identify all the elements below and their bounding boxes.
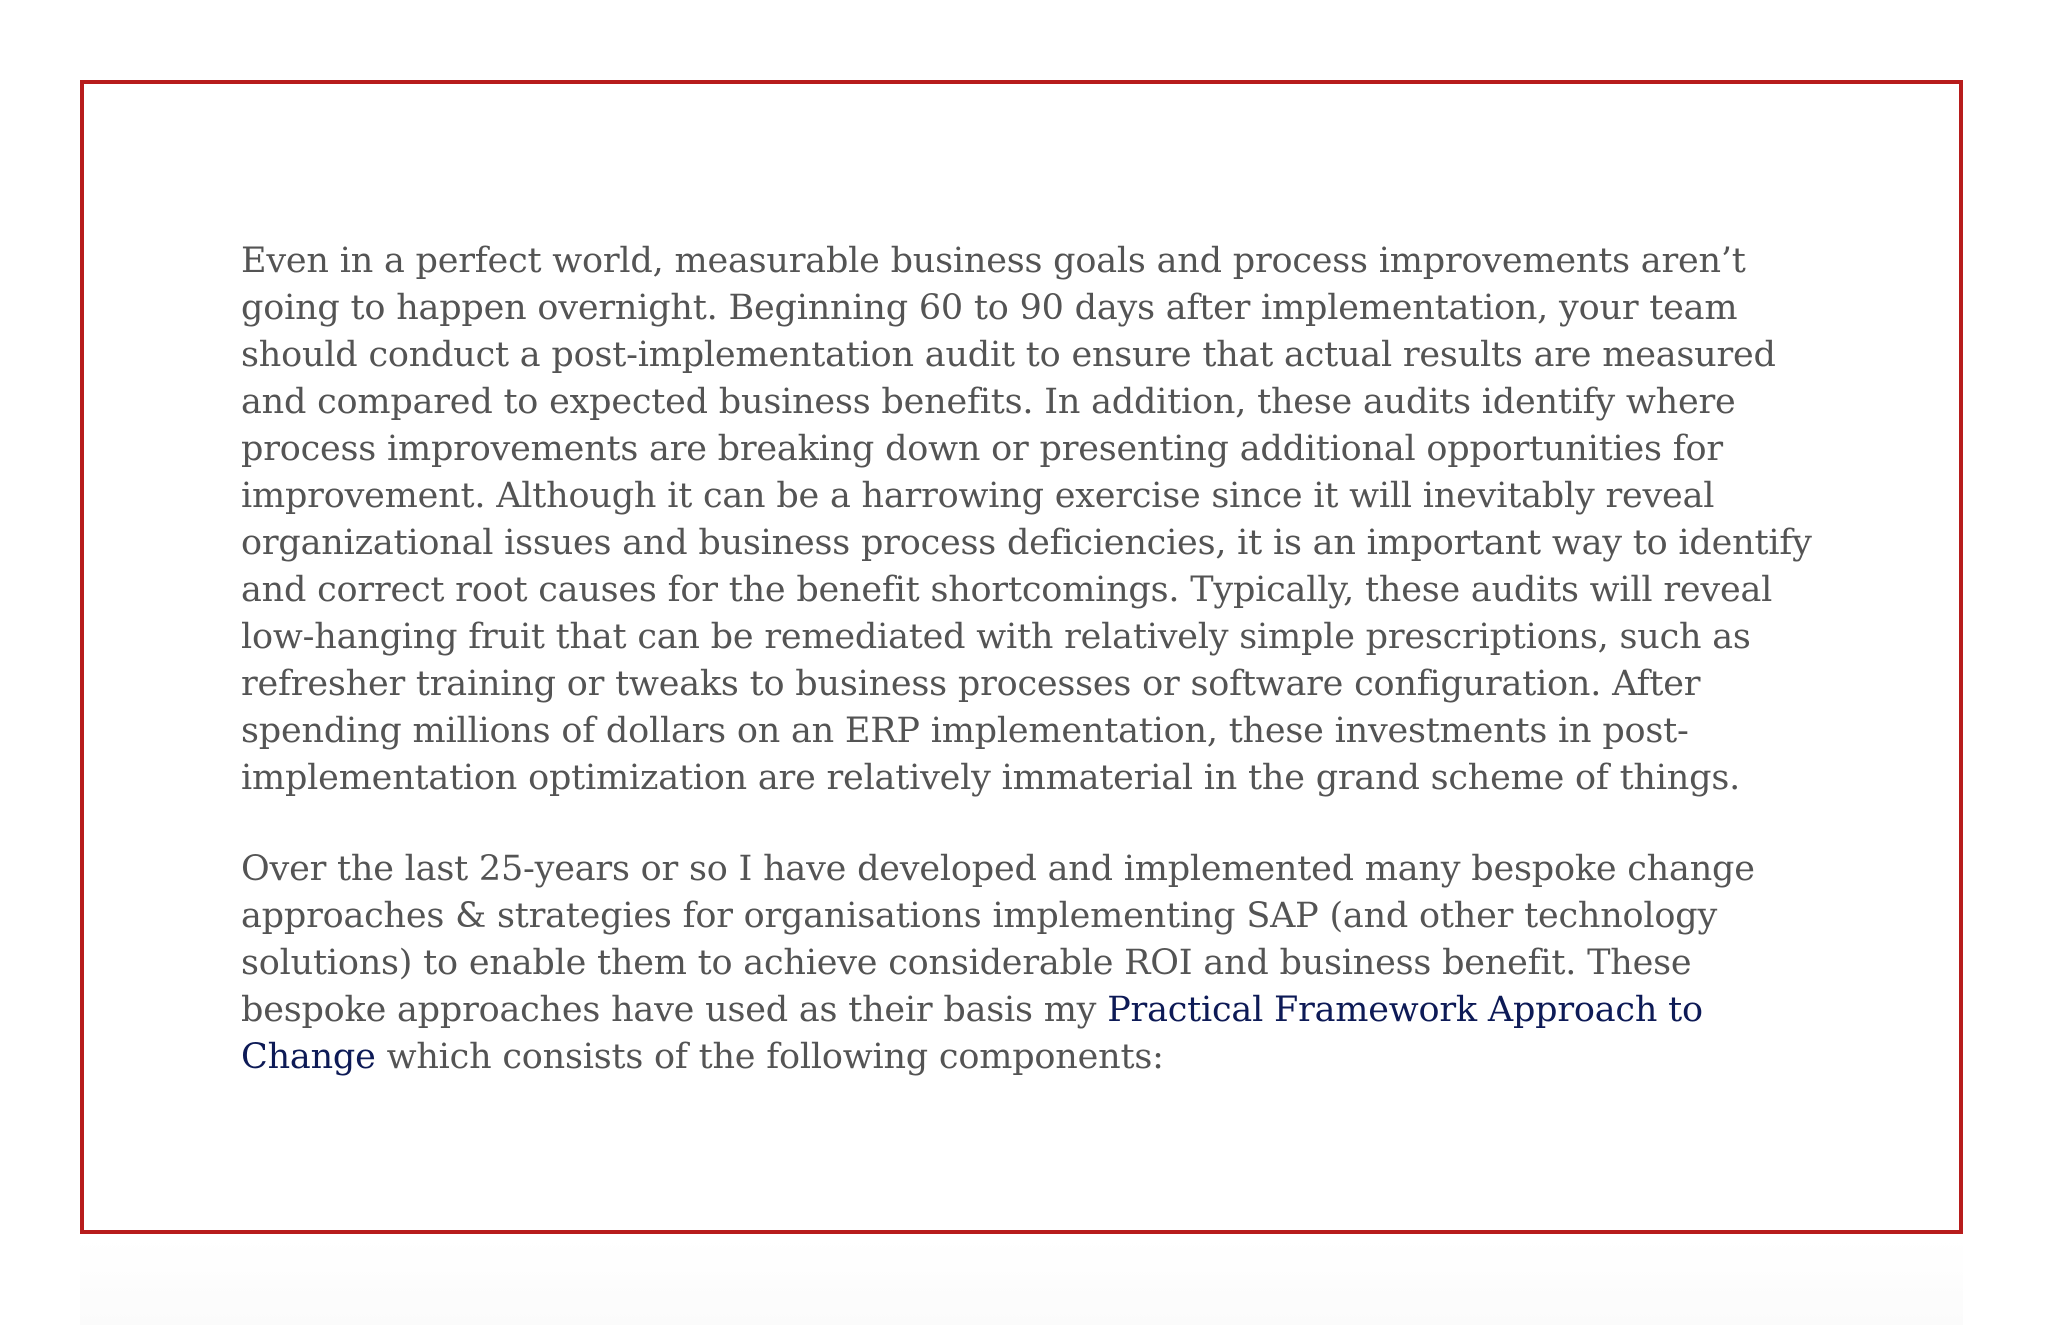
paragraph-change-approaches bbox=[241, 846, 1841, 1081]
paragraph-text-after-link: which consists of the following components: bbox=[375, 1037, 1164, 1077]
paragraph-text-before-link: Over the last 25-years or so I have developed and implemented many bespoke change approaches & strategies for organisations implementing SAP (and other technology solutions) to enable them to achieve considerable ROI and business benefit. These bespoke approaches have used as their basis my bbox=[241, 849, 1755, 1030]
practical-framework-link[interactable]: Practical Framework Approach to Change bbox=[241, 990, 1703, 1077]
article-body bbox=[241, 238, 1841, 1081]
paragraph-post-implementation-audit: Even in a perfect world, measurable business goals and process improvements aren’t going to happen overnight. Beginning 60 to 90 days after implementation, your team should conduct a post-implementation audit to ensure that actual results are measured and compared to expected business benefits. In addition, these audits identify where process improvements are breaking down or presenting additional opportunities for improvement. Although it can be a harrowing exercise since it will inevitably reveal organizational issues and business process deficiencies, it is an important way to identify and correct root causes for the benefit shortcomings. Typically, these audits will reveal low-hanging fruit that can be remediated with relatively simple prescriptions, such as refresher training or tweaks to business processes or software configuration. After spending millions of dollars on an ERP implementation, these investments in post-implementation optimization are relatively immaterial in the grand scheme of things. bbox=[241, 241, 1812, 798]
bottom-fade bbox=[80, 1238, 1963, 1325]
